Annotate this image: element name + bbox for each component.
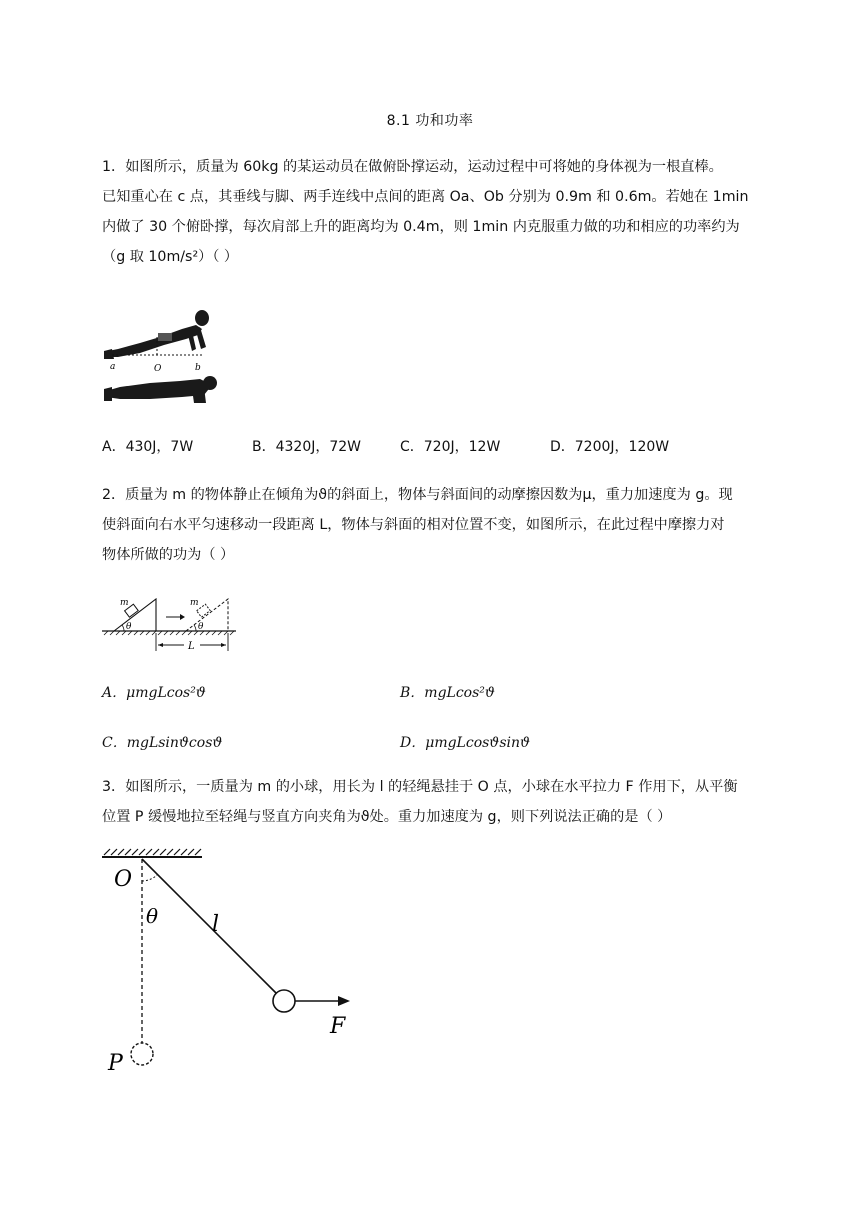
q3-fig-label-o: O <box>114 867 133 892</box>
question-3 <box>102 772 762 832</box>
q3-line-2: 位置 P 缓慢地拉至轻绳与竖直方向夹角为ϑ处。重力加速度为 g，则下列说法正确的是（ ） <box>102 809 672 825</box>
pushup-figure <box>100 303 225 408</box>
q3-fig-label-theta: θ <box>146 904 159 928</box>
question-1 <box>102 152 762 272</box>
q2-option-a-text: A．μmgLcos²ϑ <box>102 685 206 701</box>
q3-fig-label-p: P <box>108 1051 123 1076</box>
q1-fig-label-o: O <box>154 364 162 374</box>
q2-line-1: 2．质量为 m 的物体静止在倾角为ϑ的斜面上，物体与斜面间的动摩擦因数为μ，重力加速度为 g。现 <box>102 487 733 503</box>
q1-line-4: （g 取 10m/s²）（ ） <box>102 249 239 265</box>
q3-fig-label-l: l <box>212 912 220 937</box>
pendulum-figure <box>100 845 370 1080</box>
q1-option-c[interactable]: C．720J，12W <box>400 439 501 455</box>
question-2 <box>102 480 762 570</box>
q1-line-2: 已知重心在 c 点，其垂线与脚、两手连线中点间的距离 Oa、Ob 分别为 0.9m 和 0.6m。若她在 1min <box>102 189 749 205</box>
q2-fig-label-l: L <box>188 641 195 652</box>
q2-line-3: 物体所做的功为（ ） <box>102 547 235 563</box>
q1-option-d[interactable]: D．7200J，120W <box>550 439 670 455</box>
q1-fig-label-b: b <box>195 363 201 373</box>
q2-fig-label-theta2: θ <box>198 622 204 632</box>
q2-option-d-text: D．μmgLcosϑsinϑ <box>400 735 531 751</box>
q1-line-3: 内做了 30 个俯卧撑，每次肩部上升的距离均为 0.4m，则 1min 内克服重力做的功和相应的功率约为 <box>102 219 740 235</box>
q2-fig-label-m2: m <box>190 598 199 608</box>
page-title: 8.1 功和功率 <box>386 113 474 129</box>
q1-option-b[interactable]: B．4320J，72W <box>252 439 362 455</box>
q2-fig-label-theta1: θ <box>126 622 132 632</box>
q1-line-1: 1．如图所示，质量为 60kg 的某运动员在做俯卧撑运动，运动过程中可将她的身体视为一根直棒。 <box>102 159 723 175</box>
q2-option-c[interactable] <box>102 732 222 752</box>
q2-option-d[interactable] <box>400 732 530 752</box>
q2-option-c-text: C．mgLsinϑcosϑ <box>102 735 223 751</box>
q1-option-a[interactable]: A．430J，7W <box>102 439 194 455</box>
q2-option-b[interactable] <box>400 682 495 702</box>
q3-line-1: 3．如图所示，一质量为 m 的小球，用长为 l 的轻绳悬挂于 O 点，小球在水平拉力 F 作用下，从平衡 <box>102 779 738 795</box>
incline-figure <box>100 593 240 655</box>
q2-fig-label-m1: m <box>120 598 129 608</box>
q1-fig-label-a: a <box>110 362 116 372</box>
q2-option-b-text: B．mgLcos²ϑ <box>400 685 495 701</box>
q2-option-a[interactable] <box>102 682 206 702</box>
q2-line-2: 使斜面向右水平匀速移动一段距离 L，物体与斜面的相对位置不变，如图所示，在此过程中摩擦力对 <box>102 517 725 533</box>
q3-fig-label-f: F <box>330 1014 346 1039</box>
